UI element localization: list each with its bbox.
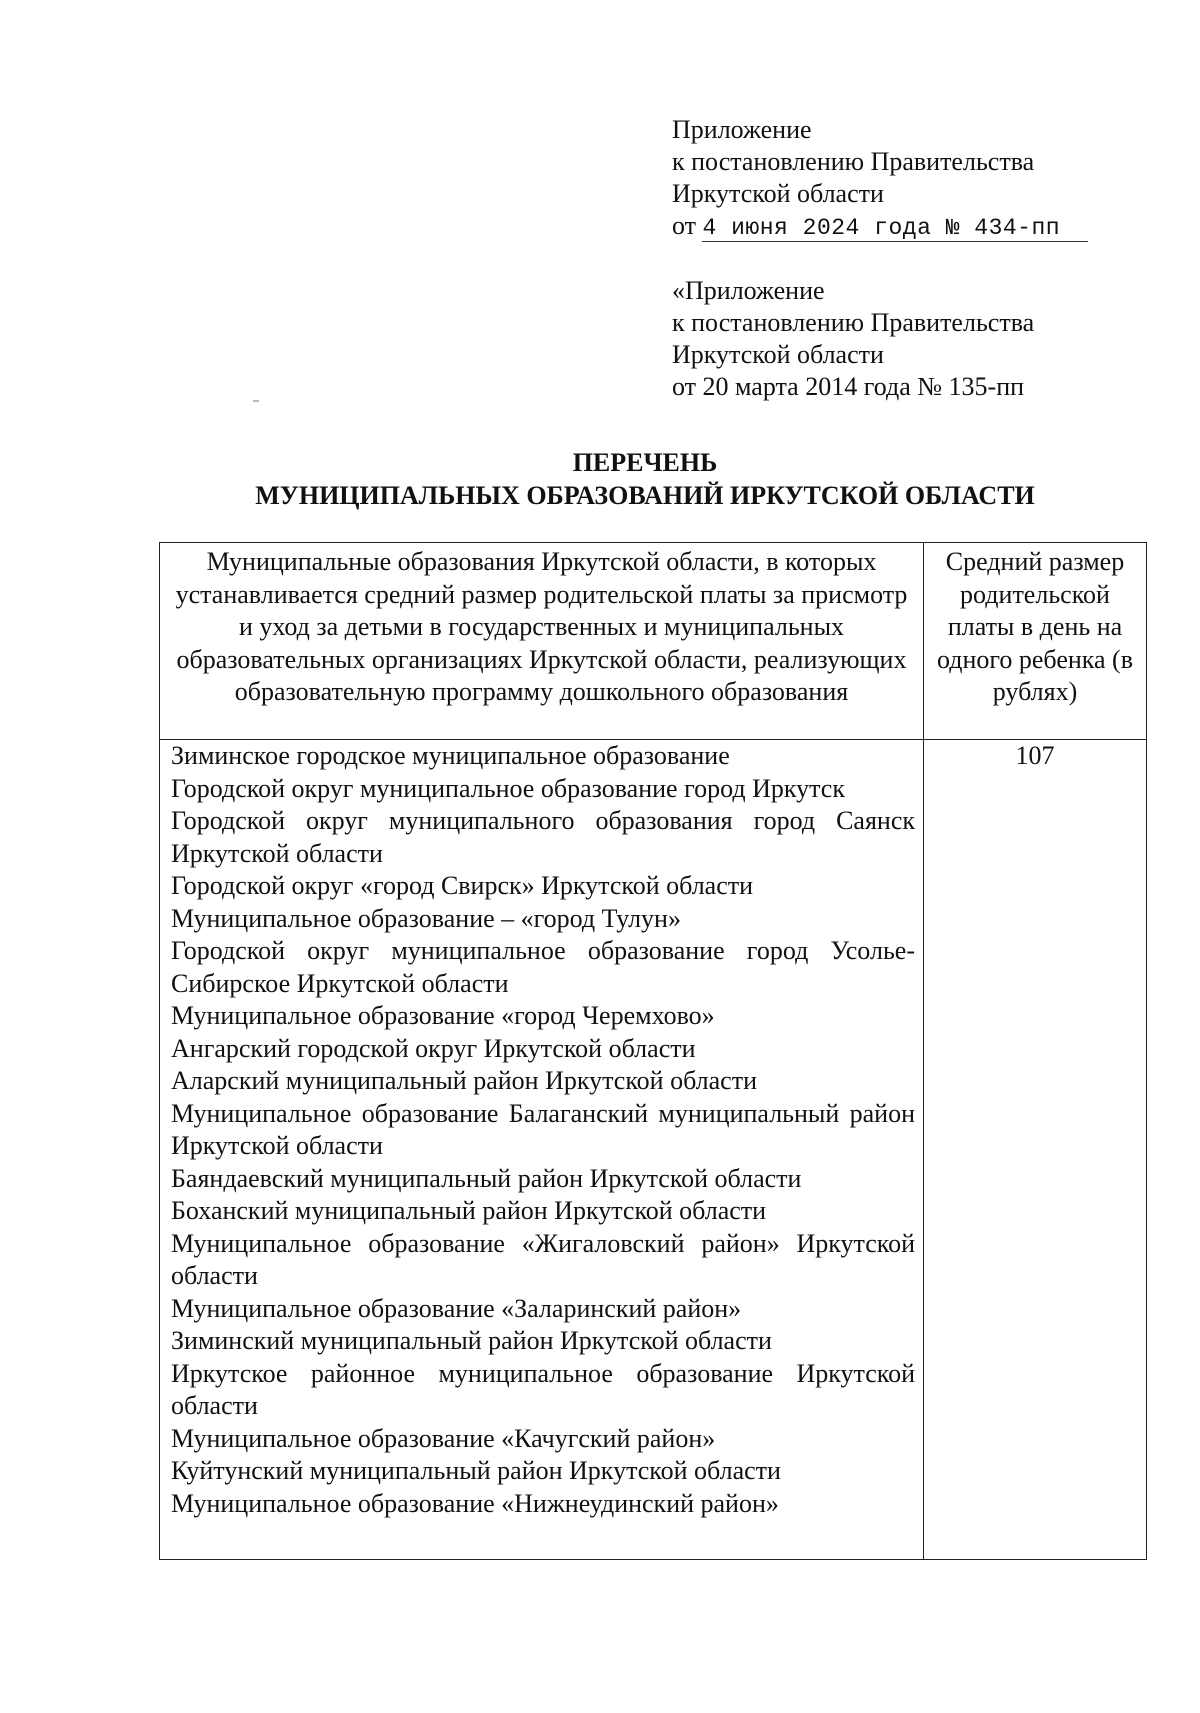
approval-line: Приложение [672,115,812,144]
average-fee-value: 107 [924,740,1147,1560]
approval-line: «Приложение [672,276,825,305]
approval-header-current [672,114,1072,244]
header-municipalities: Муниципальные образования Иркутской области, в которых устанавливается средний размер родительской платы за присмотр и уход за детьми в государственных и муниципальных образовательных организациях Иркутской области, реализующих образовательную программу дошкольного образования [160,543,924,740]
document-subtitle: МУНИЦИПАЛЬНЫХ ОБРАЗОВАНИЙ ИРКУТСКОЙ ОБЛАСТИ [255,481,1035,510]
list-item: Зиминское городское муниципальное образование [171,741,730,770]
approval-line: к постановлению Правительства [672,308,1035,337]
list-item: Городской округ муниципальное образование город Иркутск [171,773,845,803]
list-item: Боханский муниципальный район Иркутской области [171,1196,767,1225]
date-prefix: от [672,211,697,240]
approval-line: Иркутской области [672,179,884,208]
municipalities-list [160,740,924,1560]
list-item: Аларский муниципальный район Иркутской области [171,1066,757,1095]
table-header-row [160,543,1147,740]
document-title: ПЕРЕЧЕНЬ [572,448,718,477]
list-item: Городской округ «город Свирск» Иркутской области [171,871,754,900]
list-item: Муниципальное образование «Заларинский район» [171,1293,742,1323]
header-average-fee: Средний размер родительской платы в день на одного ребенка (в рублях) [924,543,1147,740]
list-item: Муниципальное образование «Качугский район» [171,1423,716,1453]
approval-line: к постановлению Правительства [672,147,1035,176]
list-item: Муниципальное образование «Жигаловский район» Иркутской области [171,1228,915,1290]
approval-date-line [672,210,1060,244]
list-item: Куйтунский муниципальный район Иркутской области [171,1456,781,1485]
list-item: Зиминский муниципальный район Иркутской области [171,1326,772,1355]
decree-date-number: 4 июня 2024 года № 434-пп [702,215,1061,241]
approval-line: Иркутской области [672,340,884,369]
list-item: Городской округ муниципального образования город Саянск Иркутской области [171,806,915,868]
scan-speck [253,400,259,402]
list-item: Муниципальное образование – «город Тулун» [171,903,681,933]
list-item: Баяндаевский муниципальный район Иркутской области [171,1163,802,1193]
table-row [160,740,1147,1560]
list-item: Муниципальное образование «Нижнеудинский район» [171,1488,779,1518]
list-item: Иркутское районное муниципальное образование Иркутской области [171,1358,915,1420]
approval-line: от 20 марта 2014 года № 135-пп [672,372,1025,401]
list-item: Ангарский городской округ Иркутской области [171,1033,696,1063]
list-item: Муниципальное образование Балаганский муниципальный район Иркутской области [171,1098,915,1160]
approval-header-original [672,275,1072,403]
list-item: Городской округ муниципальное образование город Усолье-Сибирское Иркутской области [171,936,915,998]
municipalities-table [159,542,1147,1560]
list-item: Муниципальное образование «город Черемхово» [171,1001,715,1030]
date-underline [702,241,1088,242]
